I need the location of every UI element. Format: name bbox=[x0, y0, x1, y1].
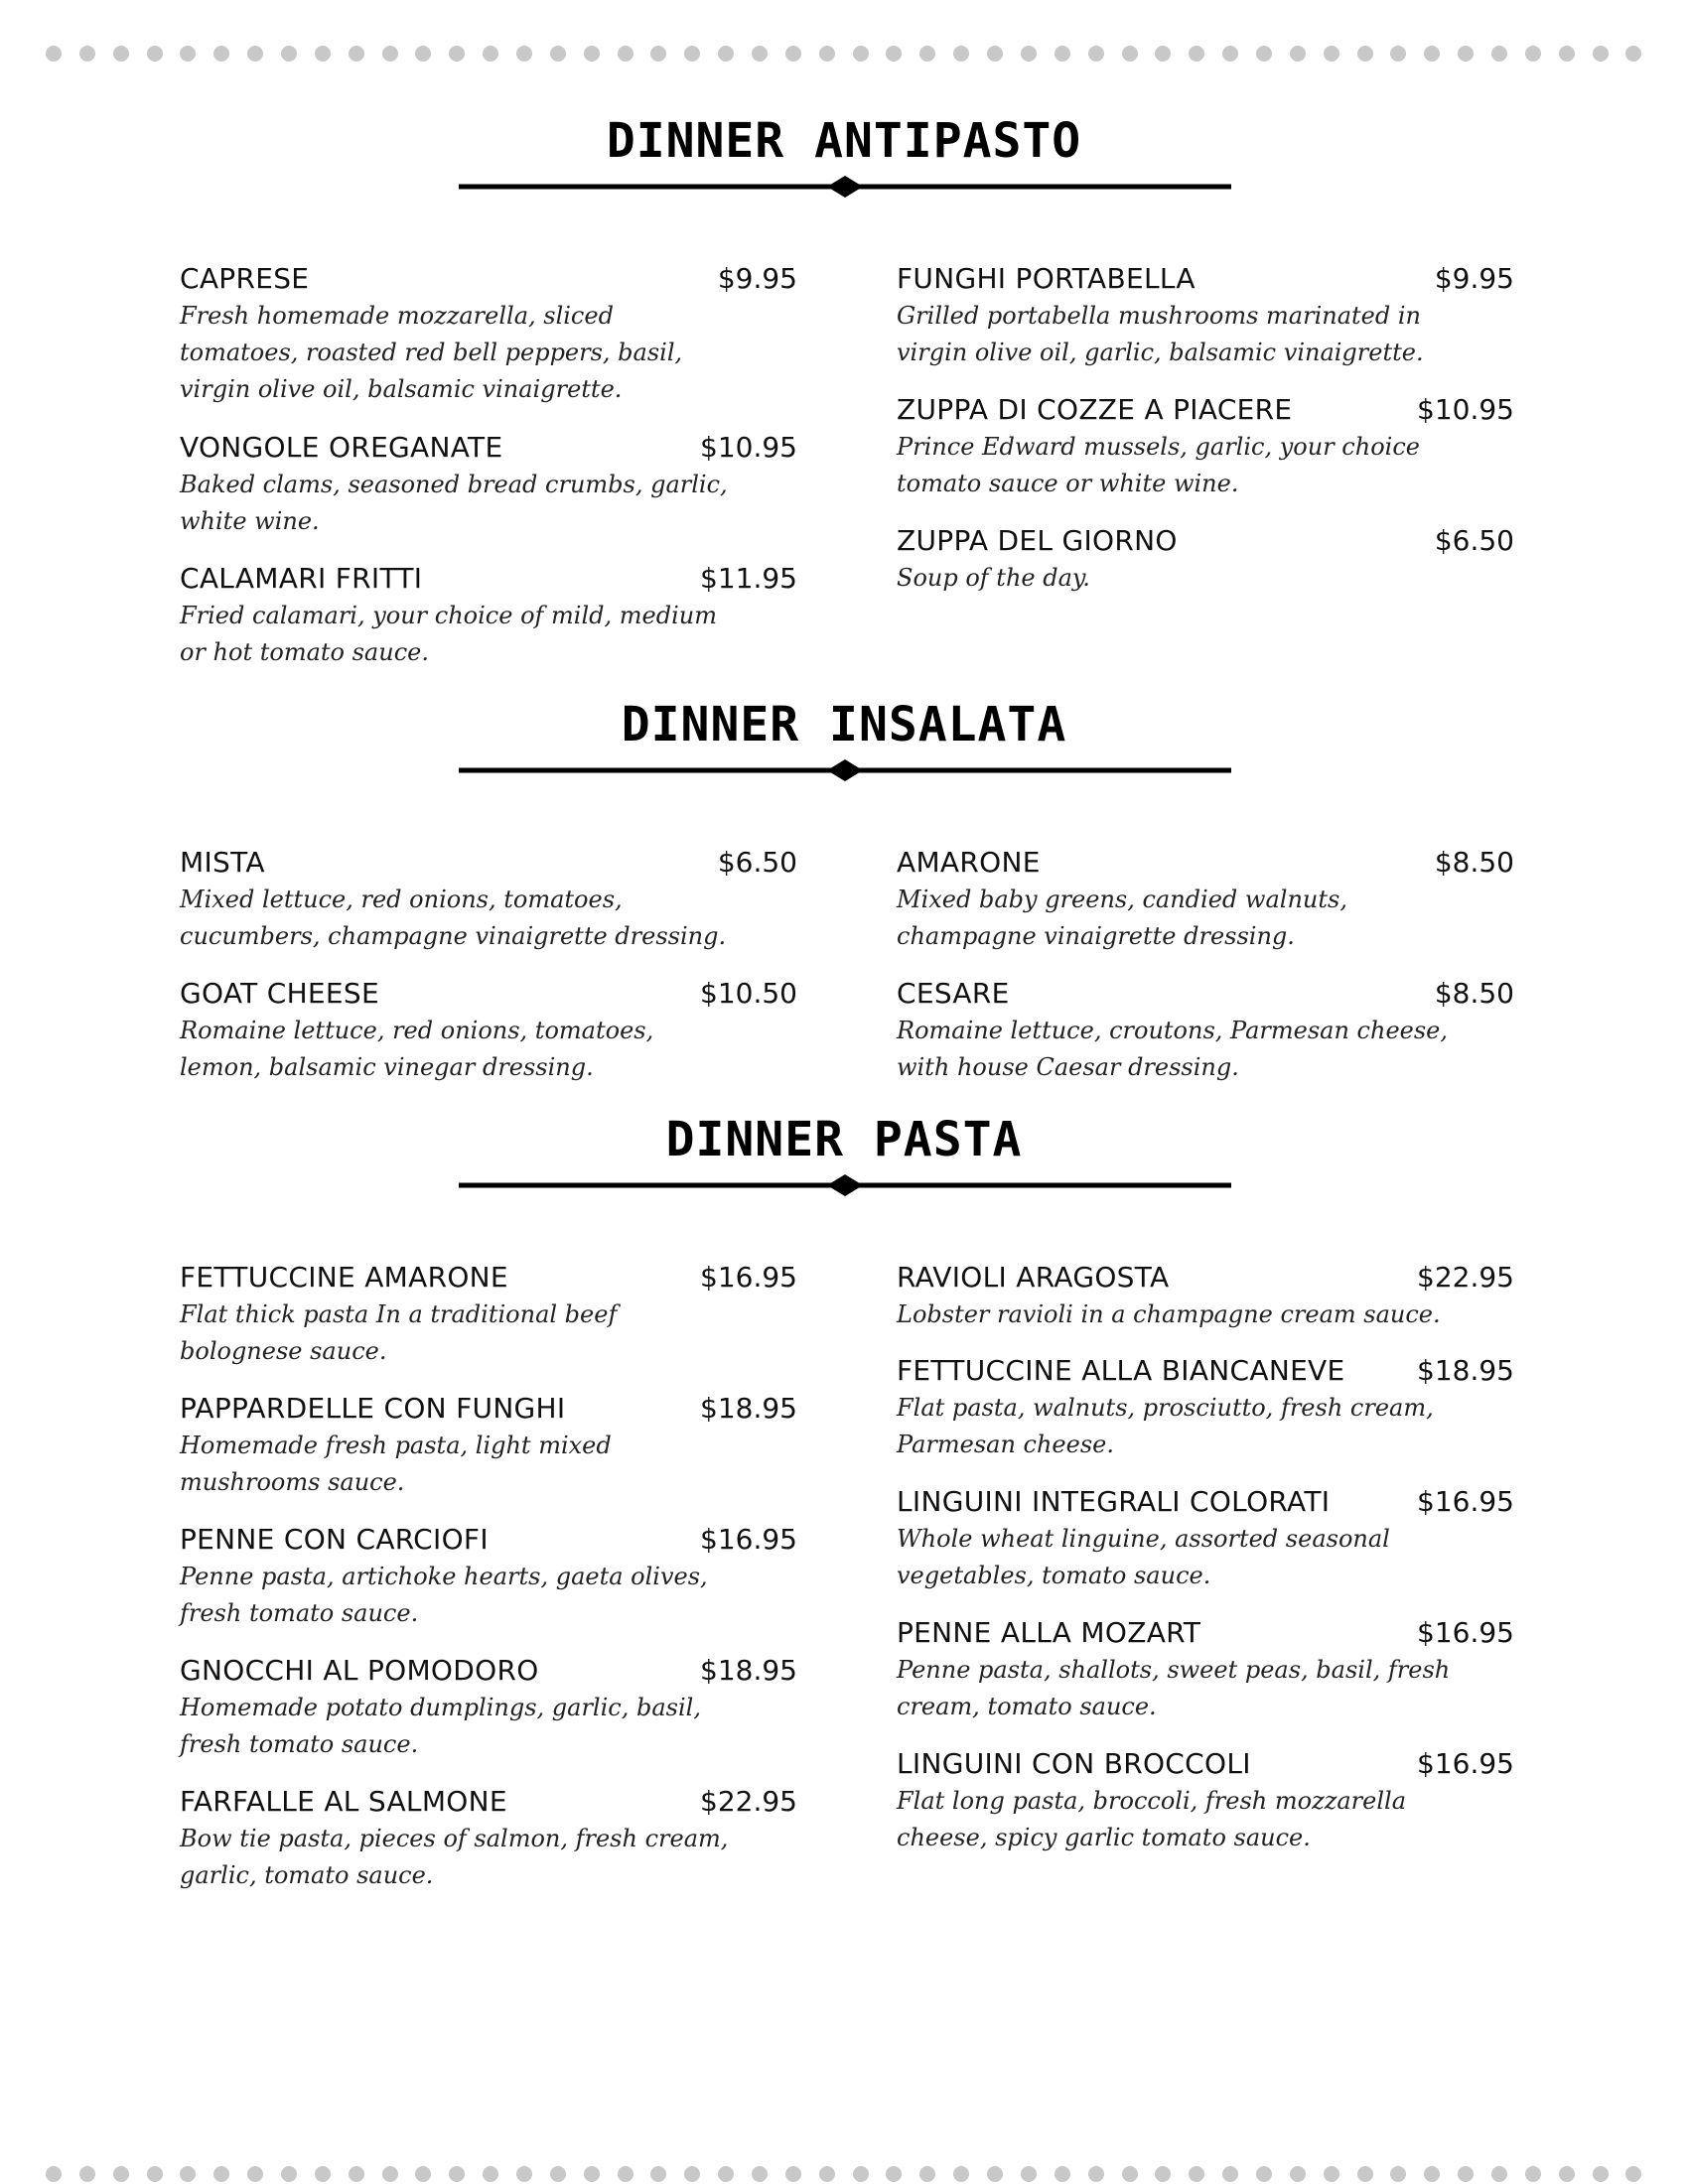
border-dot bbox=[886, 2166, 902, 2182]
menu-item-goat-cheese bbox=[180, 975, 797, 1086]
item-price: $10.95 bbox=[700, 431, 797, 464]
border-dot bbox=[247, 46, 263, 62]
menu-item-zuppa-del-giorno bbox=[897, 522, 1514, 597]
menu-item-mista bbox=[180, 844, 797, 955]
item-name: CESARE bbox=[897, 977, 1010, 1010]
item-description: Flat long pasta, broccoli, fresh mozzarella cheese, spicy garlic tomato sauce. bbox=[897, 1787, 1407, 1851]
border-dot bbox=[349, 2166, 364, 2182]
border-dot bbox=[1256, 46, 1272, 62]
border-dot bbox=[315, 2166, 331, 2182]
border-dot bbox=[1021, 2166, 1037, 2182]
item-description: Whole wheat linguine, assorted seasonal vegetables, tomato sauce. bbox=[897, 1525, 1390, 1589]
title-divider bbox=[459, 175, 1231, 199]
menu-item-linguini-con-broccoli bbox=[897, 1745, 1514, 1856]
border-dot bbox=[213, 46, 229, 62]
border-dot bbox=[79, 2166, 95, 2182]
item-name: LINGUINI INTEGRALI COLORATI bbox=[897, 1485, 1331, 1518]
border-dot bbox=[1458, 2166, 1474, 2182]
item-name: ZUPPA DI COZZE A PIACERE bbox=[897, 393, 1293, 426]
item-name: LINGUINI CON BROCCOLI bbox=[897, 1747, 1251, 1780]
item-price: $18.95 bbox=[700, 1392, 797, 1425]
item-price: $9.95 bbox=[1434, 262, 1514, 295]
border-dot bbox=[1222, 46, 1238, 62]
border-dot bbox=[1155, 2166, 1171, 2182]
item-price: $9.95 bbox=[717, 262, 797, 295]
item-price: $8.50 bbox=[1434, 846, 1514, 879]
border-dot bbox=[1491, 46, 1507, 62]
border-dot bbox=[953, 46, 969, 62]
item-description: Homemade potato dumplings, garlic, basil, fresh tomato sauce. bbox=[180, 1694, 701, 1758]
item-price: $11.95 bbox=[700, 562, 797, 595]
border-dot bbox=[449, 46, 465, 62]
border-dot bbox=[1324, 2166, 1339, 2182]
item-name: PAPPARDELLE CON FUNGHI bbox=[180, 1392, 566, 1425]
menu-item-amarone bbox=[897, 844, 1514, 955]
item-description: Lobster ravioli in a champagne cream sauce. bbox=[897, 1300, 1441, 1328]
border-dot bbox=[919, 2166, 935, 2182]
item-description: Baked clams, seasoned bread crumbs, garlic, white wine. bbox=[180, 471, 728, 535]
border-dot bbox=[584, 2166, 600, 2182]
border-dot bbox=[718, 2166, 734, 2182]
item-price: $16.95 bbox=[1417, 1485, 1514, 1518]
border-dot bbox=[650, 2166, 666, 2182]
border-dot bbox=[819, 46, 835, 62]
border-dot bbox=[180, 2166, 196, 2182]
item-price: $22.95 bbox=[700, 1785, 797, 1818]
border-dot bbox=[382, 46, 398, 62]
item-price: $6.50 bbox=[1434, 524, 1514, 557]
border-dot bbox=[1593, 46, 1609, 62]
menu-item-penne-alla-mozart bbox=[897, 1614, 1514, 1725]
item-description: Romaine lettuce, croutons, Parmesan cheese, with house Caesar dressing. bbox=[897, 1017, 1448, 1081]
item-name: CAPRESE bbox=[180, 262, 310, 295]
item-price: $8.50 bbox=[1434, 977, 1514, 1010]
menu-item-zuppa-di-cozze bbox=[897, 391, 1514, 502]
border-dot bbox=[147, 2166, 163, 2182]
border-dot bbox=[147, 46, 163, 62]
border-dot bbox=[46, 2166, 62, 2182]
border-dot bbox=[1324, 46, 1339, 62]
border-dot bbox=[785, 46, 801, 62]
border-dot bbox=[1088, 2166, 1104, 2182]
border-dot bbox=[415, 2166, 431, 2182]
border-dot bbox=[449, 2166, 465, 2182]
border-dot bbox=[1625, 2166, 1641, 2182]
border-dot bbox=[1256, 2166, 1272, 2182]
border-dot bbox=[483, 2166, 498, 2182]
item-name: FETTUCCINE AMARONE bbox=[180, 1261, 508, 1294]
border-dot bbox=[550, 2166, 566, 2182]
border-dot bbox=[1525, 46, 1541, 62]
item-name: PENNE ALLA MOZART bbox=[897, 1616, 1201, 1649]
border-dot bbox=[1122, 2166, 1138, 2182]
border-dot bbox=[1525, 2166, 1541, 2182]
border-dot bbox=[1222, 2166, 1238, 2182]
title-divider bbox=[459, 1173, 1231, 1197]
border-dot bbox=[281, 46, 297, 62]
item-description: Homemade fresh pasta, light mixed mushrooms sauce. bbox=[180, 1432, 612, 1496]
border-dot bbox=[247, 2166, 263, 2182]
border-dot bbox=[953, 2166, 969, 2182]
border-dot bbox=[1424, 46, 1440, 62]
item-price: $16.95 bbox=[1417, 1616, 1514, 1649]
item-description: Soup of the day. bbox=[897, 564, 1090, 592]
border-dot bbox=[1055, 2166, 1070, 2182]
item-description: Flat pasta, walnuts, prosciutto, fresh cream, Parmesan cheese. bbox=[897, 1394, 1434, 1458]
item-price: $18.95 bbox=[700, 1654, 797, 1687]
menu-item-caprese bbox=[180, 260, 797, 408]
border-dot bbox=[752, 46, 768, 62]
border-dot bbox=[349, 46, 364, 62]
item-name: FETTUCCINE ALLA BIANCANEVE bbox=[897, 1354, 1345, 1387]
menu-item-vongole-oreganate bbox=[180, 429, 797, 540]
item-description: Bow tie pasta, pieces of salmon, fresh cream, garlic, tomato sauce. bbox=[180, 1825, 729, 1889]
menu-item-fettuccine-amarone bbox=[180, 1259, 797, 1370]
border-dot bbox=[1491, 2166, 1507, 2182]
border-dot bbox=[618, 46, 633, 62]
border-dot bbox=[180, 46, 196, 62]
border-dot bbox=[853, 46, 869, 62]
item-price: $10.95 bbox=[1417, 393, 1514, 426]
bottom-dot-border bbox=[46, 2166, 1642, 2182]
item-name: FUNGHI PORTABELLA bbox=[897, 262, 1196, 295]
border-dot bbox=[618, 2166, 633, 2182]
border-dot bbox=[516, 2166, 532, 2182]
menu-item-pappardelle-con-funghi bbox=[180, 1390, 797, 1501]
item-description: Fried calamari, your choice of mild, medium or hot tomato sauce. bbox=[180, 602, 717, 666]
item-price: $16.95 bbox=[700, 1261, 797, 1294]
border-dot bbox=[886, 46, 902, 62]
border-dot bbox=[819, 2166, 835, 2182]
border-dot bbox=[483, 46, 498, 62]
border-dot bbox=[1357, 46, 1373, 62]
border-dot bbox=[1290, 46, 1306, 62]
border-dot bbox=[382, 2166, 398, 2182]
menu-item-linguini-integrali-colorati bbox=[897, 1483, 1514, 1594]
border-dot bbox=[584, 46, 600, 62]
border-dot bbox=[987, 46, 1003, 62]
border-dot bbox=[1122, 46, 1138, 62]
item-description: Mixed lettuce, red onions, tomatoes, cucumbers, champagne vinaigrette dressing. bbox=[180, 886, 727, 950]
border-dot bbox=[1189, 2166, 1204, 2182]
border-dot bbox=[213, 2166, 229, 2182]
item-price: $22.95 bbox=[1417, 1261, 1514, 1294]
border-dot bbox=[684, 46, 700, 62]
item-description: Fresh homemade mozzarella, sliced tomatoes, roasted red bell peppers, basil, virgin olive oil, balsamic vinaigrette. bbox=[180, 302, 683, 403]
border-dot bbox=[785, 2166, 801, 2182]
border-dot bbox=[1390, 46, 1406, 62]
menu-item-ravioli-aragosta bbox=[897, 1259, 1514, 1333]
section-title: DINNER INSALATA bbox=[621, 697, 1067, 752]
border-dot bbox=[113, 2166, 129, 2182]
border-dot bbox=[1357, 2166, 1373, 2182]
border-dot bbox=[1593, 2166, 1609, 2182]
item-name: RAVIOLI ARAGOSTA bbox=[897, 1261, 1170, 1294]
border-dot bbox=[650, 46, 666, 62]
section-title: DINNER ANTIPASTO bbox=[606, 113, 1082, 169]
border-dot bbox=[79, 46, 95, 62]
item-name: MISTA bbox=[180, 846, 265, 879]
menu-item-fettuccine-alla-biancaneve bbox=[897, 1352, 1514, 1463]
border-dot bbox=[718, 46, 734, 62]
menu-item-gnocchi-al-pomodoro bbox=[180, 1652, 797, 1763]
border-dot bbox=[1055, 46, 1070, 62]
border-dot bbox=[315, 46, 331, 62]
item-name: AMARONE bbox=[897, 846, 1041, 879]
title-divider bbox=[459, 758, 1231, 782]
item-description: Penne pasta, artichoke hearts, gaeta olives, fresh tomato sauce. bbox=[180, 1563, 708, 1627]
border-dot bbox=[1088, 46, 1104, 62]
border-dot bbox=[684, 2166, 700, 2182]
section-title: DINNER PASTA bbox=[665, 1112, 1023, 1167]
item-name: FARFALLE AL SALMONE bbox=[180, 1785, 507, 1818]
item-name: ZUPPA DEL GIORNO bbox=[897, 524, 1178, 557]
border-dot bbox=[1390, 2166, 1406, 2182]
item-name: GOAT CHEESE bbox=[180, 977, 379, 1010]
border-dot bbox=[1290, 2166, 1306, 2182]
border-dot bbox=[550, 46, 566, 62]
border-dot bbox=[415, 46, 431, 62]
top-dot-border bbox=[46, 46, 1642, 62]
item-price: $10.50 bbox=[700, 977, 797, 1010]
item-price: $16.95 bbox=[1417, 1747, 1514, 1780]
item-name: VONGOLE OREGANATE bbox=[180, 431, 503, 464]
menu-item-penne-con-carciofi bbox=[180, 1521, 797, 1632]
border-dot bbox=[919, 46, 935, 62]
border-dot bbox=[987, 2166, 1003, 2182]
border-dot bbox=[113, 46, 129, 62]
item-price: $18.95 bbox=[1417, 1354, 1514, 1387]
border-dot bbox=[281, 2166, 297, 2182]
border-dot bbox=[1189, 46, 1204, 62]
border-dot bbox=[853, 2166, 869, 2182]
border-dot bbox=[1021, 46, 1037, 62]
item-name: CALAMARI FRITTI bbox=[180, 562, 423, 595]
item-description: Flat thick pasta In a traditional beef bolognese sauce. bbox=[180, 1300, 618, 1365]
menu-item-farfalle-al-salmone bbox=[180, 1783, 797, 1894]
item-price: $16.95 bbox=[700, 1523, 797, 1556]
item-description: Penne pasta, shallots, sweet peas, basil, fresh cream, tomato sauce. bbox=[897, 1656, 1451, 1720]
menu-item-calamari-fritti bbox=[180, 560, 797, 671]
item-description: Mixed baby greens, candied walnuts, champagne vinaigrette dressing. bbox=[897, 886, 1347, 950]
border-dot bbox=[1424, 2166, 1440, 2182]
border-dot bbox=[516, 46, 532, 62]
border-dot bbox=[1625, 46, 1641, 62]
item-description: Prince Edward mussels, garlic, your choice tomato sauce or white wine. bbox=[897, 433, 1420, 497]
border-dot bbox=[1559, 46, 1575, 62]
border-dot bbox=[1155, 46, 1171, 62]
menu-item-funghi-portabella bbox=[897, 260, 1514, 371]
item-description: Grilled portabella mushrooms marinated in virgin olive oil, garlic, balsamic vinaigrette. bbox=[897, 302, 1424, 366]
border-dot bbox=[1559, 2166, 1575, 2182]
item-description: Romaine lettuce, red onions, tomatoes, lemon, balsamic vinegar dressing. bbox=[180, 1017, 654, 1081]
item-name: GNOCCHI AL POMODORO bbox=[180, 1654, 539, 1687]
border-dot bbox=[752, 2166, 768, 2182]
border-dot bbox=[46, 46, 62, 62]
item-price: $6.50 bbox=[717, 846, 797, 879]
border-dot bbox=[1458, 46, 1474, 62]
item-name: PENNE CON CARCIOFI bbox=[180, 1523, 489, 1556]
menu-item-cesare bbox=[897, 975, 1514, 1086]
